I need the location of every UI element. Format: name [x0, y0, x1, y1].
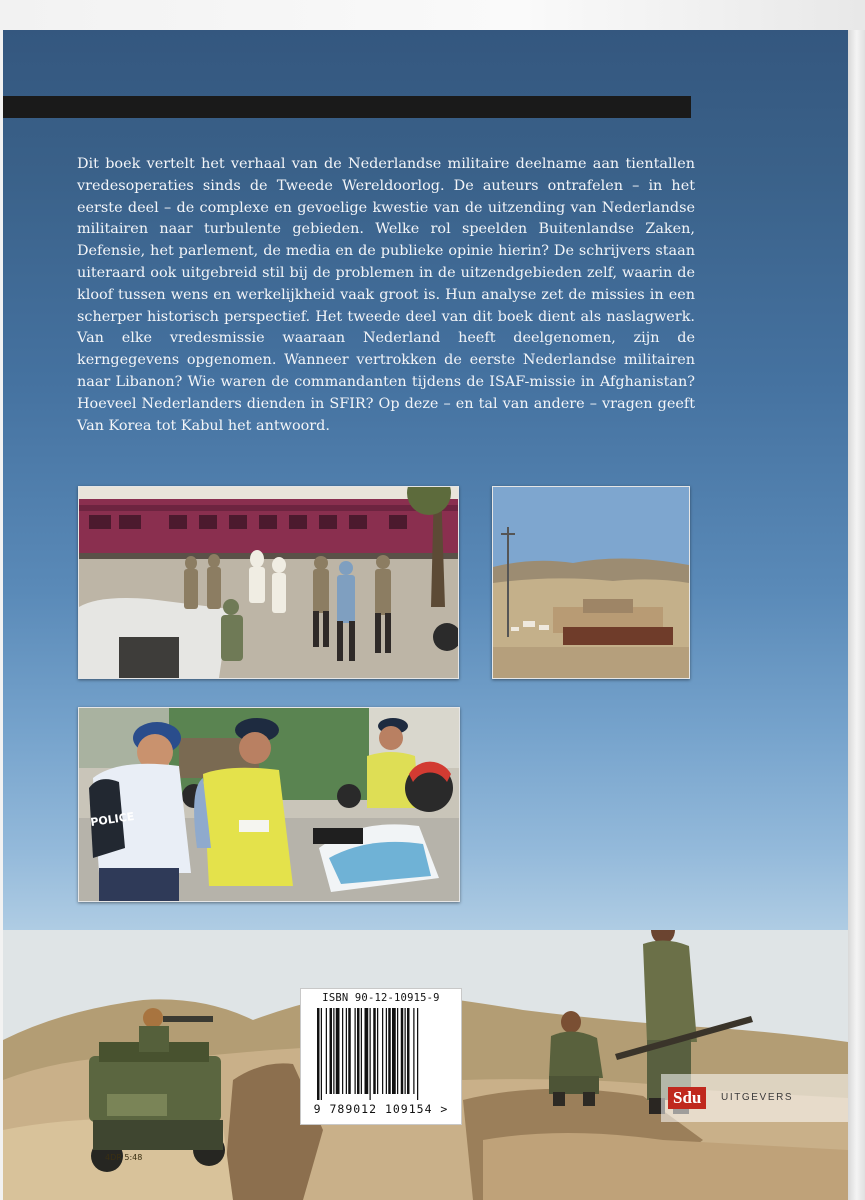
vehicle-plate: 4DR 5:48	[105, 1153, 143, 1162]
isbn-label: ISBN 90-12-10915-9	[322, 992, 440, 1004]
publisher-logo: Sdu	[668, 1087, 706, 1109]
barcode	[315, 1008, 451, 1100]
book-back-cover	[3, 30, 848, 1200]
police-badge-text: POLICE	[89, 809, 136, 829]
photo-police-checkpoint	[78, 707, 460, 902]
top-black-bar	[3, 96, 691, 118]
publisher-block	[661, 1074, 848, 1122]
publisher-name: UITGEVERS	[721, 1092, 794, 1103]
photo-train-station	[78, 486, 459, 679]
book-page-edge	[848, 30, 865, 1200]
isbn-barcode-block	[300, 988, 462, 1125]
barcode-digits: 9 789012 109154 >	[313, 1102, 449, 1116]
back-cover-blurb: Dit boek vertelt het verhaal van de Nederlandse militaire deelname aan tientallen vredesoperaties sinds de Tweede Wereldoorlog. De auteurs ontrafelen – in het eerste deel – de complexe en gevoelige kwestie van de uitzending van Nederlandse militairen naar turbulente gebieden. Welke rol speelden Buitenlandse Zaken, Defensie, het parlement, de media en de publieke opinie hierin? De schrijvers staan uiteraard ook uitgebreid stil bij de problemen in de uitzendgebieden zelf, waarin de kloof tussen wens en werkelijkheid vaak groot is. Hun analyse zet de missies in een scherper historisch perspectief. Het tweede deel van dit boek dient als naslagwerk. Van elke vredesmissie waaraan Nederland heeft deelgenomen, zijn de kerngegevens opgenomen. Wanneer vertrokken de eerste Nederlandse militairen naar Libanon? Wie waren de commandanten tijdens de ISAF-missie in Afghanistan? Hoeveel Nederlanders dienden in SFIR? Op deze – en tal van andere – vragen geeft Van Korea tot Kabul het antwoord.	[77, 156, 695, 434]
photo-desert-compound	[492, 486, 690, 679]
